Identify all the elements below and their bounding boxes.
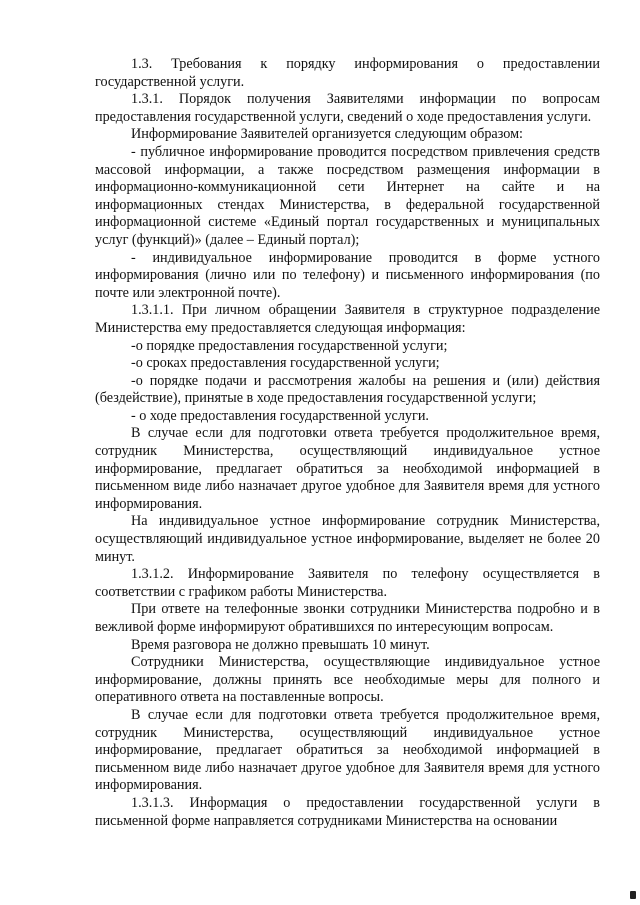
subsection-heading-1-3-1: 1.3.1. Порядок получения Заявителями информации по вопросам предоставления государственной услуги, сведений о ходе предоставления услуги.	[95, 91, 600, 125]
list-item: - о ходе предоставления государственной услуги.	[131, 407, 429, 424]
paragraph: В случае если для подготовки ответа требуется продолжительное время, сотрудник Министерства, осуществляющий индивидуальное устное информирование, предлагает обратиться за необходимой информацией в письменном виде либо назначает другое удобное для Заявителя время для устного информирования.	[95, 425, 600, 512]
list-item: - публичное информирование проводится посредством привлечения средств массовой информации, а также посредством размещения информации в информационно-коммуникационной сети Интернет на сайте и на информационных стендах Министерства, в федеральной государственной информационной системе «Единый портал государственных и муниципальных услуг (функций)» (далее – Единый портал);	[95, 143, 600, 248]
paragraph: Сотрудники Министерства, осуществляющие индивидуальное устное информирование, должны принять все необходимые меры для полного и оперативного ответа на поставленные вопросы.	[95, 654, 600, 706]
paragraph: На индивидуальное устное информирование сотрудник Министерства, осуществляющий индивидуальное устное информирование, выделяет не более 20 минут.	[95, 513, 600, 565]
paragraph: При ответе на телефонные звонки сотрудники Министерства подробно и в вежливой форме информируют обратившихся по интересующим вопросам.	[95, 601, 600, 635]
subsection-heading-1-3-1-1: 1.3.1.1. При личном обращении Заявителя в структурное подразделение Министерства ему предоставляется следующая информация:	[95, 302, 600, 336]
list-item: -о порядке предоставления государственной услуги;	[131, 337, 448, 354]
paragraph: Информирование Заявителей организуется следующим образом:	[131, 126, 523, 143]
subsection-heading-1-3-1-3: 1.3.1.3. Информация о предоставлении государственной услуги в письменной форме направляется сотрудниками Министерства на основании	[95, 794, 600, 829]
list-item: - индивидуальное информирование проводится в форме устного информирования (лично или по телефону) и письменного информирования (по почте или электронной почте).	[95, 249, 600, 301]
list-item: -о сроках предоставления государственной услуги;	[131, 355, 440, 372]
scan-mark	[630, 891, 636, 899]
paragraph: Время разговора не должно превышать 10 минут.	[131, 636, 430, 653]
subsection-heading-1-3-1-2: 1.3.1.2. Информирование Заявителя по телефону осуществляется в соответствии с графиком работы Министерства.	[95, 566, 600, 600]
paragraph: В случае если для подготовки ответа требуется продолжительное время, сотрудник Министерства, осуществляющий индивидуальное устное информирование, предлагает обратиться за необходимой информацией в письменном виде либо назначает другое удобное для Заявителя время для устного информирования.	[95, 706, 600, 794]
section-heading-1-3: 1.3. Требования к порядку информирования о предоставлении государственной услуги.	[95, 56, 600, 90]
list-item: -о порядке подачи и рассмотрения жалобы на решения и (или) действия (бездействие), принятые в ходе предоставления государственной услуги;	[95, 372, 600, 407]
